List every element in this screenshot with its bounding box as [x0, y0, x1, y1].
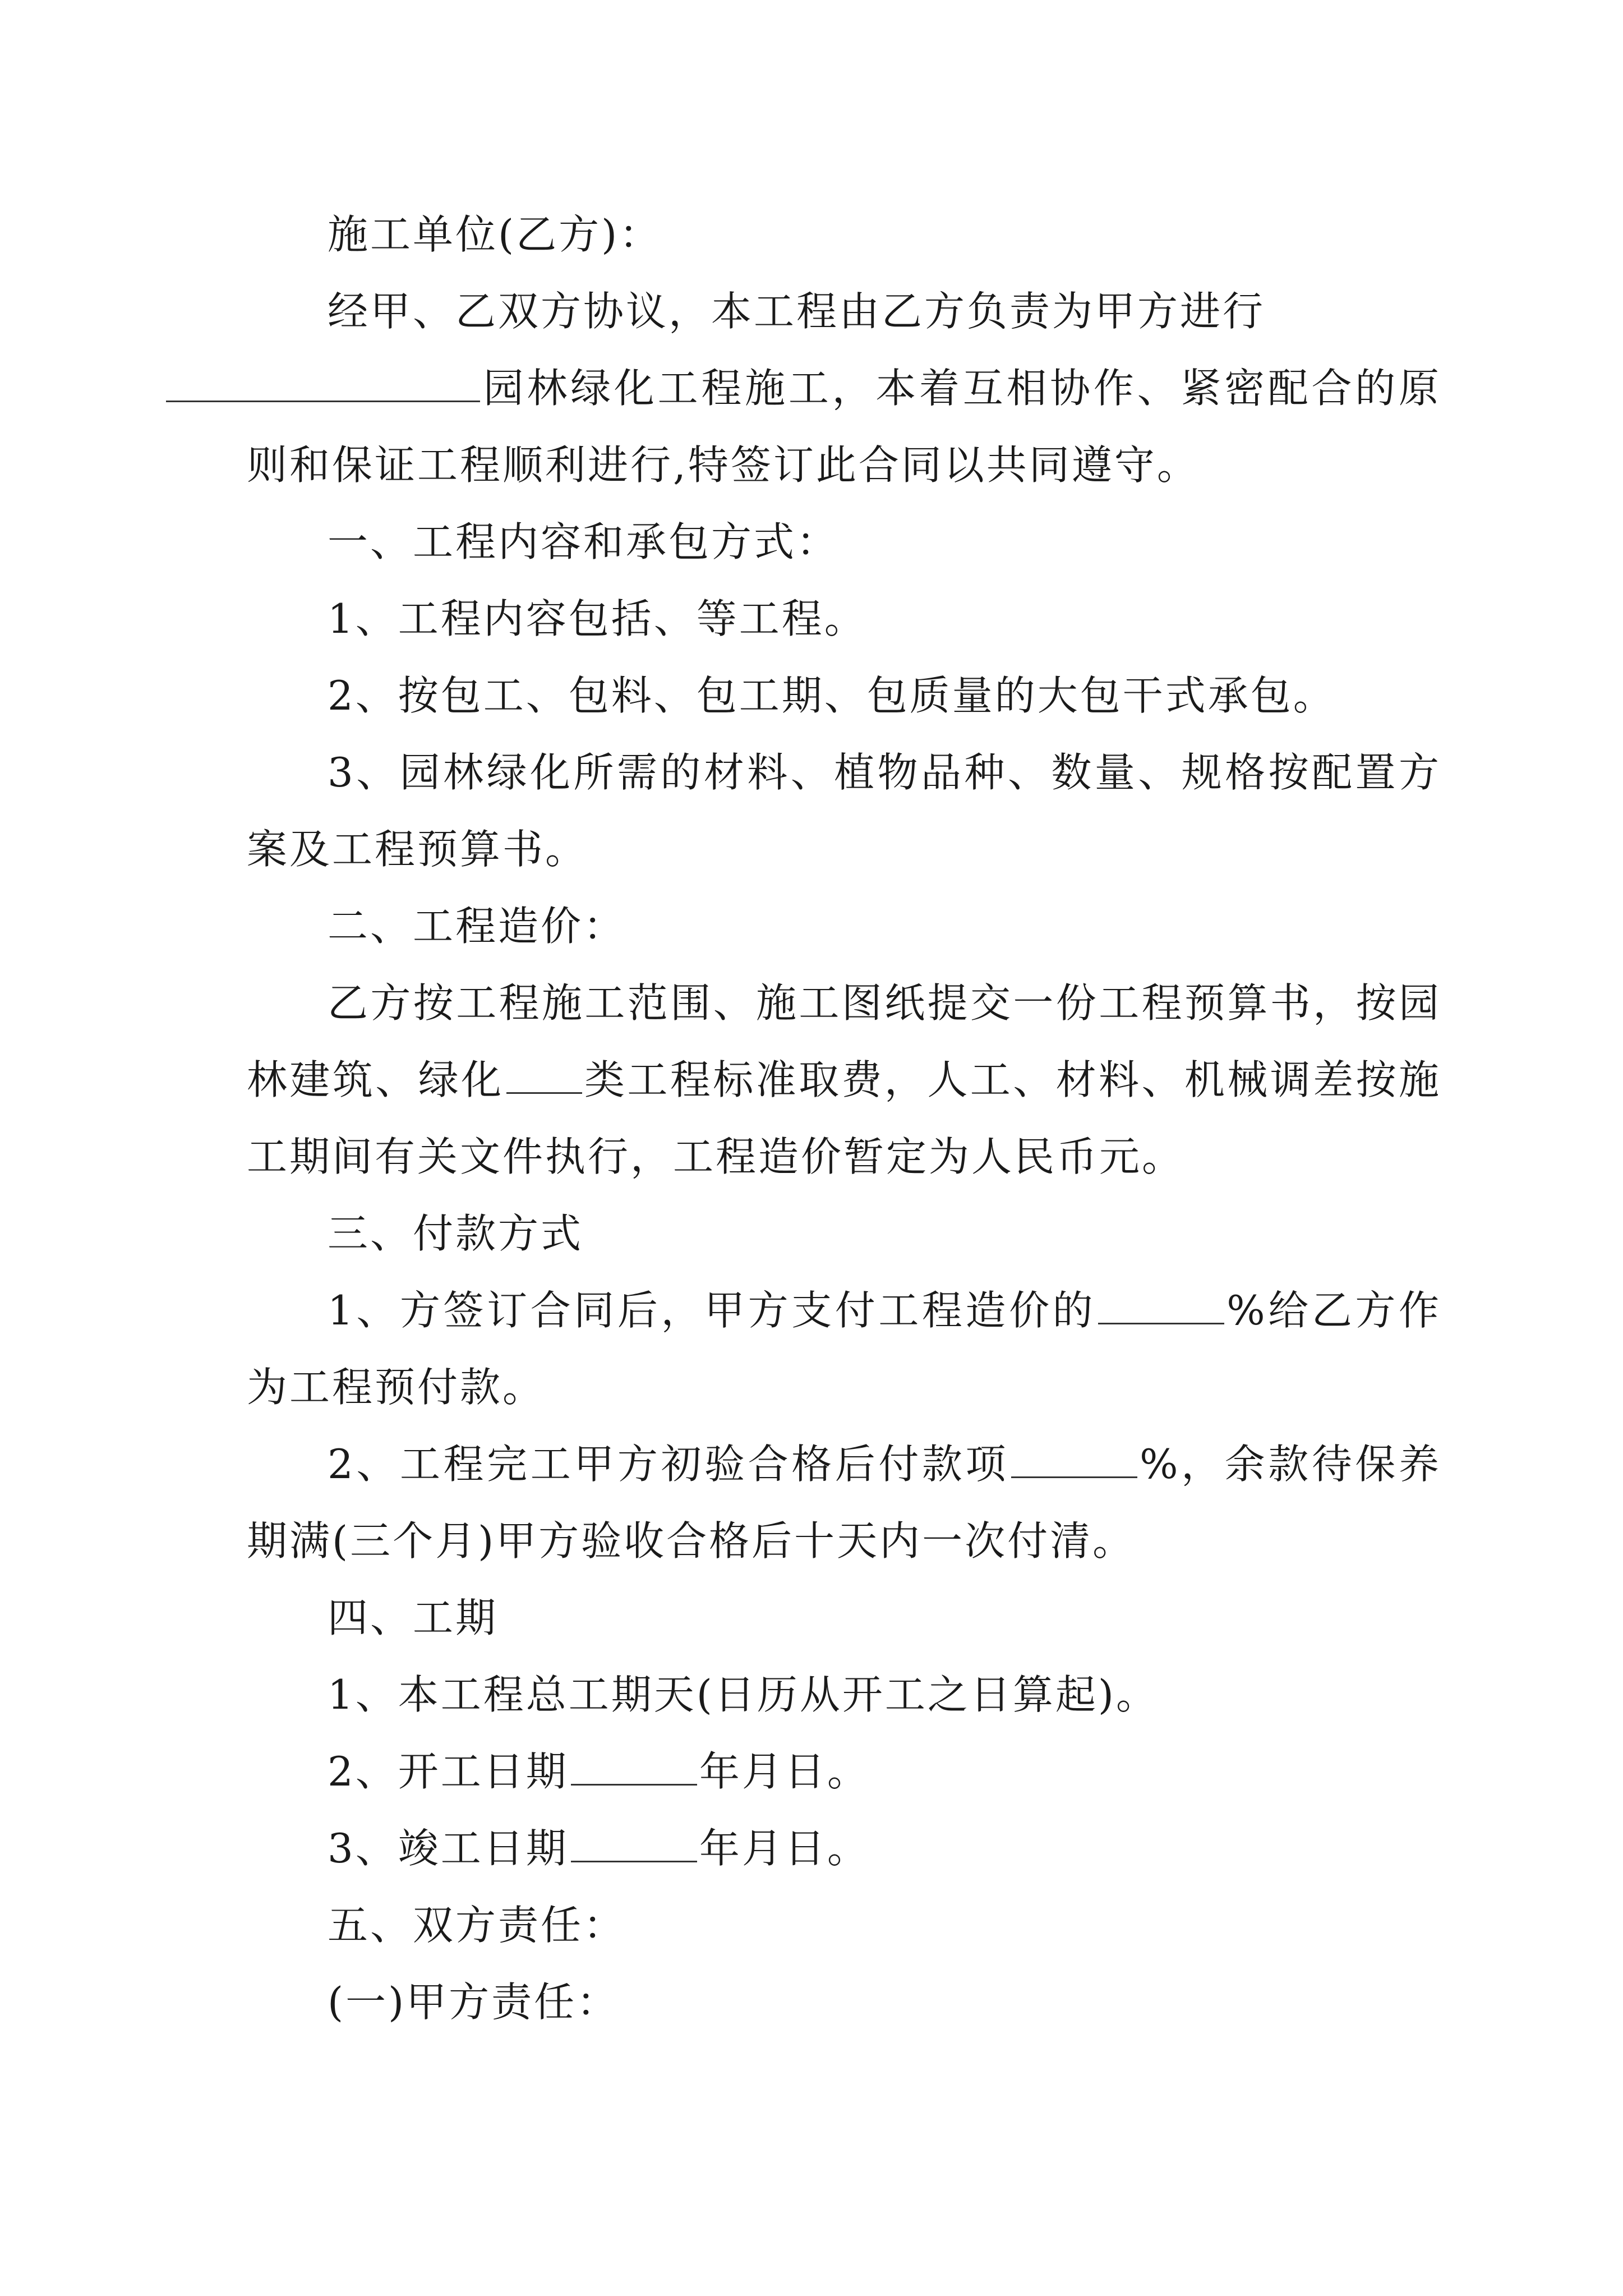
section-4-item-3 — [247, 1810, 1441, 1887]
payment-text-start: 2、工程完工甲方初验合格后付款项 — [328, 1441, 1009, 1488]
section-2-text-end: 类工程标准取费，人工、材料、机械调差按施工期间有关文件执行，工程造价暂定为人民币元。 — [247, 1056, 1441, 1180]
payment-text-end: %，余款待保养期满(三个月)甲方验收合格后十天内一次付清。 — [247, 1441, 1441, 1565]
preamble-text-start: 经甲、乙双方协议，本工程由乙方负责为甲方进行 — [328, 288, 1266, 335]
section-4-item-2 — [247, 1733, 1441, 1810]
section-2-text-start: 乙方按工程施工范围、施工图纸提交一份工程预算书，按园林建筑、绿化 — [247, 979, 1441, 1103]
advance-text-start: 1、方签订合同后，甲方支付工程造价的 — [328, 1287, 1096, 1334]
completion-date-label: 3、竣工日期 — [328, 1825, 569, 1872]
section-4-item-1: 1、本工程总工期天(日历从开工之日算起)。 — [328, 1671, 1159, 1718]
section-1-item-3: 3、园林绿化所需的材料、植物品种、数量、规格按配置方案及工程预算书。 — [247, 749, 1441, 873]
section-1-item-1: 1、工程内容包括、等工程。 — [328, 595, 867, 642]
document-body — [247, 196, 1441, 2041]
section-3-heading: 三、付款方式 — [328, 1210, 584, 1257]
project-name-blank — [166, 364, 480, 402]
section-5-heading: 五、双方责任： — [328, 1902, 626, 1949]
section-3-item-1 — [247, 1272, 1441, 1426]
completion-date-blank — [571, 1824, 697, 1862]
advance-percent-blank — [1098, 1286, 1224, 1324]
section-2-paragraph — [247, 965, 1441, 1195]
preamble-paragraph — [247, 273, 1441, 504]
start-date-label: 2、开工日期 — [328, 1748, 569, 1795]
start-date-blank — [571, 1747, 697, 1786]
payment-percent-blank — [1011, 1439, 1137, 1478]
advance-text-end: %给乙方作为工程预付款。 — [247, 1287, 1442, 1411]
section-1-heading: 一、工程内容和承包方式： — [328, 518, 840, 565]
section-4-heading: 四、工期 — [328, 1594, 499, 1641]
section-3-item-2 — [247, 1426, 1441, 1580]
section-1-item-2: 2、按包工、包料、包工期、包质量的大包干式承包。 — [328, 672, 1336, 719]
party-b-line: 施工单位(乙方)： — [328, 211, 662, 258]
preamble-text-end: 园林绿化工程施工，本着互相协作、紧密配合的原则和保证工程顺利进行,特签订此合同以共同遵守。 — [247, 365, 1441, 489]
section-2-heading: 二、工程造价： — [328, 903, 626, 950]
completion-date-suffix: 年月日。 — [699, 1825, 870, 1872]
fee-category-blank — [506, 1055, 582, 1094]
start-date-suffix: 年月日。 — [699, 1748, 870, 1795]
section-5-sub-1-heading: (一)甲方责任： — [328, 1978, 620, 2026]
